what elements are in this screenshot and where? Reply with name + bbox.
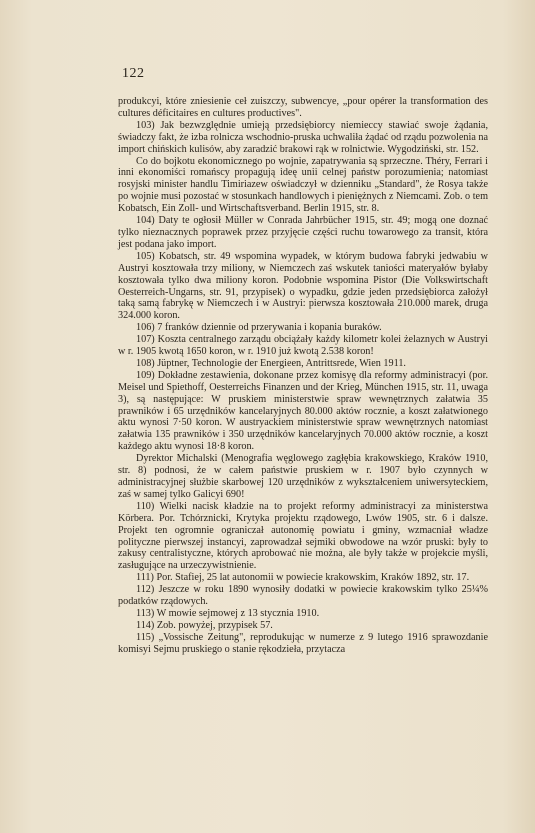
footnotes-text xyxy=(118,96,488,656)
paragraph: Dyrektor Michalski (Menografia węglowego zagłębia krakowskiego, Kraków 1910, str. 8) podnosi, że w całem państwie pruskiem w r. 1907 było czynnych w administracyjnej służbie skarbowej 120 urzędników z wykształceniem uniwersyteckiem, zaś w samej tylko Galicyi 690! xyxy=(118,453,488,500)
paragraph: 111) Por. Stafiej, 25 lat autonomii w powiecie krakowskim, Kraków 1892, str. 17. xyxy=(136,572,470,584)
paragraph: 106) 7 franków dziennie od przerywania i kopania buraków. xyxy=(136,322,382,334)
paragraph: 107) Koszta centralnego zarządu obciążały każdy kilometr kolei żelaznych w Austryi w r. 1905 kwotą 1650 koron, w r. 1910 już kwotą 2.538 koron! xyxy=(118,334,488,358)
paragraph: 115) „Vossische Zeitung", reprodukując w numerze z 9 lutego 1916 sprawozdanie komisyi Sejmu pruskiego o stanie rękodzieła, przytacza xyxy=(118,631,488,655)
paragraph: 112) Jeszcze w roku 1890 wynosiły dodatki w powiecie krakowskim tylko 25¼% podatków rządowych. xyxy=(118,584,488,608)
paragraph: 104) Daty te ogłosił Müller w Conrada Jahrbücher 1915, str. 49; mogą one doznać tylko nieznacznych poprawek przez przyjęcie części ruchu towarowego za transit, która jest podana jako import. xyxy=(118,215,488,250)
paragraph: 103) Jak bezwzględnie umieją przedsiębiorcy niemieccy stawiać swoje żądania, świadczy fakt, że izba rolnicza wschodnio-pruska uchwaliła żądać od rządu pozwolenia na import chińskich kulisów, aby zaradzić brakowi rąk w rolnictwie. Wygodziński, str. 152. xyxy=(118,119,488,155)
paragraph: produkcyi, które zniesienie ceł zuiszczy, subwencye, „pour opérer la transformation des cultures déficitaires en cultures productives". xyxy=(118,96,488,119)
paragraph: 114) Zob. powyżej, przypisek 57. xyxy=(136,619,273,631)
paragraph: 113) W mowie sejmowej z 13 stycznia 1910. xyxy=(136,607,320,619)
page-number: 122 xyxy=(122,66,145,81)
paragraph: 110) Wielki nacisk kładzie na to projekt reformy administracyi za ministerstwa Körbera. Por. Tchórznicki, Krytyka projektu rządowego, Lwów 1905, str. 6 i dalsze. Projekt ten ogromnie ograniczał autonomię powiatu i gminy, wzmacniał władze polityczne pierwszej instancyi, zaprowadzał sejmiki obwodowe na wzór pruski: były to zakusy centralistyczne, których aprobować nie można, ale były także w projekcie myśli, zasługujące na urzeczywistnienie. xyxy=(118,500,488,572)
paragraph: 109) Dokładne zestawienia, dokonane przez komisyę dla reformy administracyi (por. Meisel und Spiethoff, Oesterreichs Finanzen und der Krieg, München 1915, str. 11, uwaga 3), są następujące: W pruskiem ministerstwie spraw wewnętrznych załatwia 35 prawników i 65 urzędników kancelaryjnych 80.000 aktów rocznie, a koszt załatwionego aktu wynosi 7·50 koron. W austryackiem ministerstwie spraw wewnętrznych natomiast załatwia 135 prawników i 350 urzędników kancelaryjnych 70.000 aktów rocznie, a koszt każdego aktu wynosi 18·8 koron. xyxy=(118,369,488,453)
paragraph: Co do bojkotu ekonomicznego po wojnie, zapatrywania są sprzeczne. Théry, Ferrari i inni ekonomiści romańscy propagują ideę unii celnej państw porozumienia; natomiast rosyjski minister handlu Timiriazew oświadczył w dzienniku „Standard", że Rosya także po wojnie musi pozostać w stosunkach handlowych i pieniężnych z Niemcami. Zob. o tem Kobatsch, Ein Zoll- und Wirtschaftsverband. Berlin 1915, str. 8. xyxy=(118,155,488,215)
paragraph: 108) Jüptner, Technologie der Energieen, Antrittsrede, Wien 1911. xyxy=(136,357,406,369)
paragraph: 105) Kobatsch, str. 49 wspomina wypadek, w którym budowa fabryki jedwabiu w Austryi kosztowała trzy miliony, w Niemczech zaś wskutek taniości materyałów byłaby kosztowała tylko dwa miliony koron. Podobnie wspomina Pistor (Die Volkswirtschaft Oesterreich-Ungarns, str. 91, przypisek) o wypadku, gdzie jeden przedsiębiorca założył taką samą fabrykę w Niemczech i w Austryi: pierwsza kosztowała 210.000 marek, druga 324.000 koron. xyxy=(118,250,488,322)
